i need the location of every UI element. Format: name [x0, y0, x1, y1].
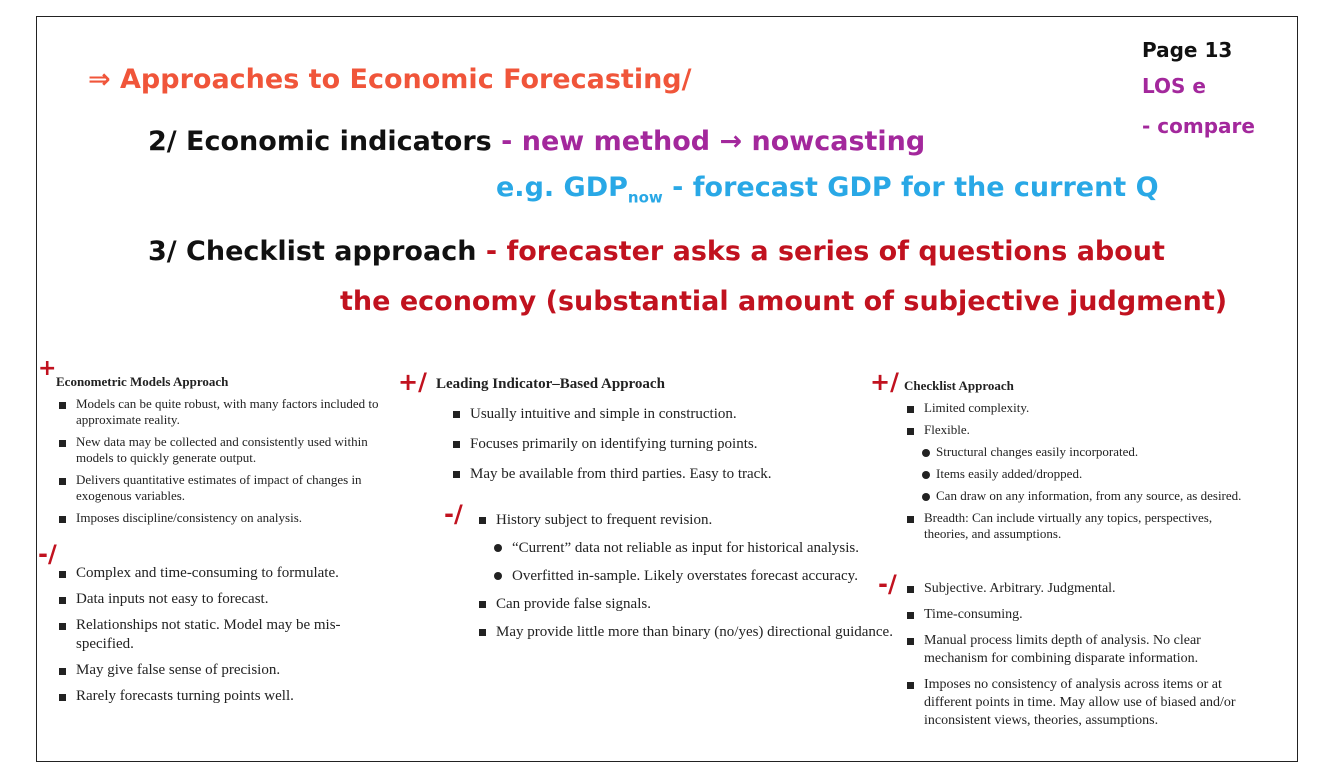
- leading-title: Leading Indicator–Based Approach: [436, 376, 665, 392]
- leading-con-item: History subject to frequent revision.: [476, 510, 900, 530]
- leading-pro-item: May be available from third parties. Easy to track.: [450, 464, 876, 484]
- econometric-con-item: May give false sense of precision.: [56, 661, 396, 680]
- example-suffix: - forecast GDP for the current Q: [662, 172, 1159, 203]
- title-text: Approaches to Economic Forecasting/: [120, 64, 692, 95]
- checklist-cons: [904, 580, 1248, 730]
- los-label: LOS e: [1142, 74, 1206, 98]
- note-item2-label: 2/ Economic indicators: [148, 126, 492, 157]
- example-prefix: e.g. GDP: [496, 172, 628, 203]
- leading-pro-item: Usually intuitive and simple in construction.: [450, 404, 876, 424]
- econometric-pro-item: New data may be collected and consistently used within models to quickly generate output.: [56, 434, 386, 466]
- econometric-title: Econometric Models Approach: [56, 374, 229, 389]
- econometric-con-item: Rarely forecasts turning points well.: [56, 687, 396, 706]
- econometric-column: [56, 374, 386, 526]
- checklist-con-item: Subjective. Arbitrary. Judgmental.: [904, 580, 1248, 598]
- checklist-column: [904, 378, 1244, 542]
- leading-column: [436, 374, 876, 484]
- leading-con-subitem: Overfitted in-sample. Likely overstates forecast accuracy.: [476, 566, 900, 586]
- page-number-label: Page 13: [1142, 38, 1233, 62]
- leading-con-item: Can provide false signals.: [476, 594, 900, 614]
- note-item3-label: 3/ Checklist approach: [148, 236, 477, 267]
- checklist-pro-item: Limited complexity.: [904, 400, 1244, 416]
- econometric-cons: [56, 564, 396, 706]
- title-arrow: ⇒: [88, 64, 111, 95]
- checklist-con-item: Imposes no consistency of analysis across items or at different points in time. May allow use of biased and/or inconsistent views, theories, assumptions.: [904, 676, 1248, 730]
- page-title: [88, 64, 692, 95]
- note-item2-detail: - new method → nowcasting: [501, 126, 926, 157]
- checklist-pro-subitem: Can draw on any information, from any source, as desired.: [904, 488, 1244, 504]
- note-economic-indicators: [148, 126, 925, 157]
- checklist-pro-item: Flexible.: [904, 422, 1244, 438]
- example-subscript: now: [627, 188, 663, 207]
- econometric-con-item: Relationships not static. Model may be mis-specified.: [56, 616, 396, 654]
- minus-mark-checklist: -/: [878, 570, 897, 598]
- econometric-con-item: Complex and time-consuming to formulate.: [56, 564, 396, 583]
- checklist-con-item: Time-consuming.: [904, 606, 1248, 624]
- leading-cons: [476, 510, 900, 642]
- leading-pro-item: Focuses primarily on identifying turning points.: [450, 434, 876, 454]
- minus-mark-econometric: -/: [38, 540, 57, 568]
- leading-con-subitem: “Current” data not reliable as input for historical analysis.: [476, 538, 900, 558]
- note-item3-detail-2: the economy (substantial amount of subjective judgment): [340, 286, 1228, 317]
- econometric-pro-item: Imposes discipline/consistency on analysis.: [56, 510, 386, 526]
- minus-mark-leading: -/: [444, 500, 463, 528]
- checklist-pro-subitem: Items easily added/dropped.: [904, 466, 1244, 482]
- checklist-title: Checklist Approach: [904, 378, 1014, 393]
- note-nowcasting-example: [496, 172, 1159, 206]
- econometric-pro-item: Delivers quantitative estimates of impact of changes in exogenous variables.: [56, 472, 386, 504]
- compare-label: - compare: [1142, 114, 1255, 138]
- plus-mark-leading: +/: [398, 368, 427, 396]
- checklist-con-item: Manual process limits depth of analysis. No clear mechanism for combining disparate information.: [904, 632, 1248, 668]
- plus-mark-econometric: +: [38, 356, 57, 381]
- note-checklist-approach: [148, 236, 1165, 267]
- econometric-pro-item: Models can be quite robust, with many factors included to approximate reality.: [56, 396, 386, 428]
- econometric-con-item: Data inputs not easy to forecast.: [56, 590, 396, 609]
- checklist-pro-item: Breadth: Can include virtually any topics, perspectives, theories, and assumptions.: [904, 510, 1244, 542]
- checklist-pro-subitem: Structural changes easily incorporated.: [904, 444, 1244, 460]
- leading-con-item: May provide little more than binary (no/yes) directional guidance.: [476, 622, 900, 642]
- note-item3-detail-1: - forecaster asks a series of questions about: [485, 236, 1165, 267]
- plus-mark-checklist: +/: [870, 368, 899, 396]
